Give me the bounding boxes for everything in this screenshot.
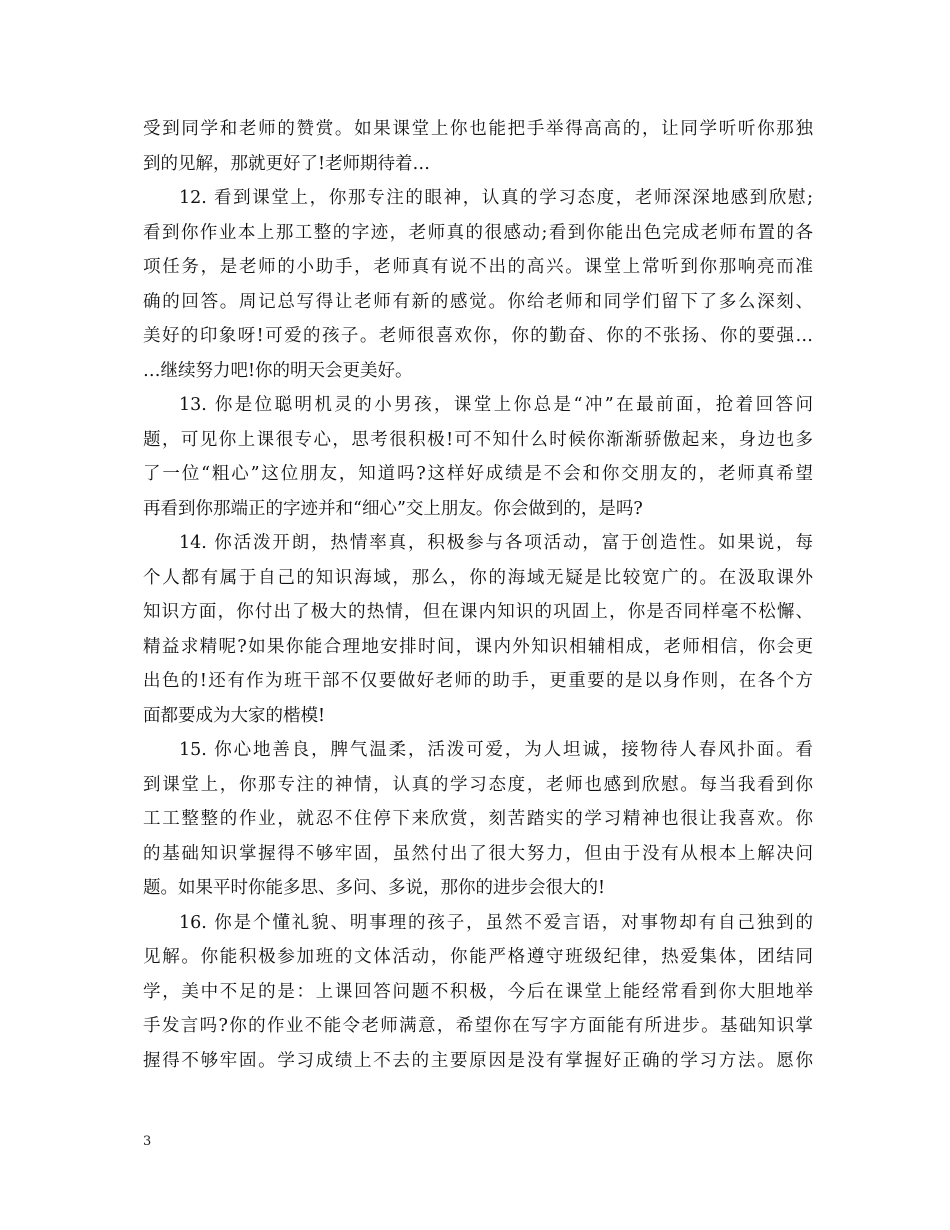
- text-line: 学，美中不足的是：上课回答问题不积极，今后在课堂上能经常看到你大胆地举: [143, 981, 813, 1002]
- page-number: 3: [143, 1134, 152, 1149]
- text-line: 握得不够牢固。学习成绩上不去的主要原因是没有掌握好正确的学习方法。愿你: [143, 1050, 813, 1071]
- text-line: 工工整整的作业，就忍不住停下来欣赏，刻苦踏实的学习精神也很让我喜欢。你: [143, 809, 813, 829]
- text-line: 的基础知识掌握得不够牢固，虽然付出了很大努力，但由于没有从根本上解决问: [143, 843, 813, 864]
- document-body: [143, 112, 813, 1078]
- text-line: 美好的印象呀!可爱的孩子。老师很喜欢你，你的勤奋、你的不张扬、你的要强…: [143, 326, 813, 346]
- text-line: 项任务，是老师的小助手，老师真有说不出的高兴。课堂上常听到你那响亮而准: [143, 257, 813, 277]
- text-line: 到的见解，那就更好了!老师期待着…: [143, 153, 431, 174]
- text-line: 12. 看到课堂上，你那专注的眼神，认真的学习态度，老师深深地感到欣慰;: [179, 188, 813, 208]
- text-line: 14. 你活泼开朗，热情率真，积极参与各项活动，富于创造性。如果说，每: [179, 533, 813, 553]
- text-line: 知识方面，你付出了极大的热情，但在课内知识的巩固上，你是否同样毫不松懈、: [143, 602, 813, 622]
- text-line: 16. 你是个懂礼貌、明事理的孩子，虽然不爱言语，对事物却有自己独到的: [179, 912, 813, 933]
- text-line: 13. 你是位聪明机灵的小男孩，课堂上你总是“冲”在最前面，抢着回答问: [179, 395, 813, 415]
- text-line: 个人都有属于自己的知识海域，那么，你的海域无疑是比较宽广的。在汲取课外: [143, 567, 813, 588]
- text-line: 题。如果平时你能多思、多问、多说，那你的进步会很大的!: [143, 878, 606, 898]
- text-line: 确的回答。周记总写得让老师有新的感觉。你给老师和同学们留下了多么深刻、: [143, 291, 813, 312]
- text-line: 题，可见你上课很专心，思考很积极!可不知什么时候你渐渐骄傲起来，身边也多: [143, 429, 813, 450]
- text-line: 了一位“粗心”这位朋友，知道吗?这样好成绩是不会和你交朋友的，老师真希望: [143, 464, 813, 484]
- text-line: …继续努力吧!你的明天会更美好。: [143, 360, 413, 381]
- text-line: 精益求精呢?如果你能合理地安排时间，课内外知识相辅相成，老师相信，你会更: [143, 636, 813, 657]
- text-line: 受到同学和老师的赞赏。如果课堂上你也能把手举得高高的，让同学听听你那独: [143, 119, 813, 139]
- text-line: 见解。你能积极参加班的文体活动，你能严格遵守班级纪律，热爱集体，团结同: [143, 947, 813, 967]
- text-line: 15. 你心地善良，脾气温柔，活泼可爱，为人坦诚，接物待人春风扑面。看: [179, 740, 813, 760]
- text-line: 面都要成为大家的楷模!: [143, 705, 326, 726]
- text-line: 到课堂上，你那专注的神情，认真的学习态度，老师也感到欣慰。每当我看到你: [143, 774, 813, 795]
- text-line: 再看到你那端正的字迹并和“细心”交上朋友。你会做到的，是吗?: [143, 498, 643, 519]
- text-line: 看到你作业本上那工整的字迹，老师真的很感动;看到你能出色完成老师布置的各: [143, 222, 813, 243]
- text-line: 出色的!还有作为班干部不仅要做好老师的助手，更重要的是以身作则，在各个方: [143, 671, 813, 691]
- text-line: 手发言吗?你的作业不能令老师满意，希望你在写字方面能有所进步。基础知识掌: [143, 1016, 813, 1036]
